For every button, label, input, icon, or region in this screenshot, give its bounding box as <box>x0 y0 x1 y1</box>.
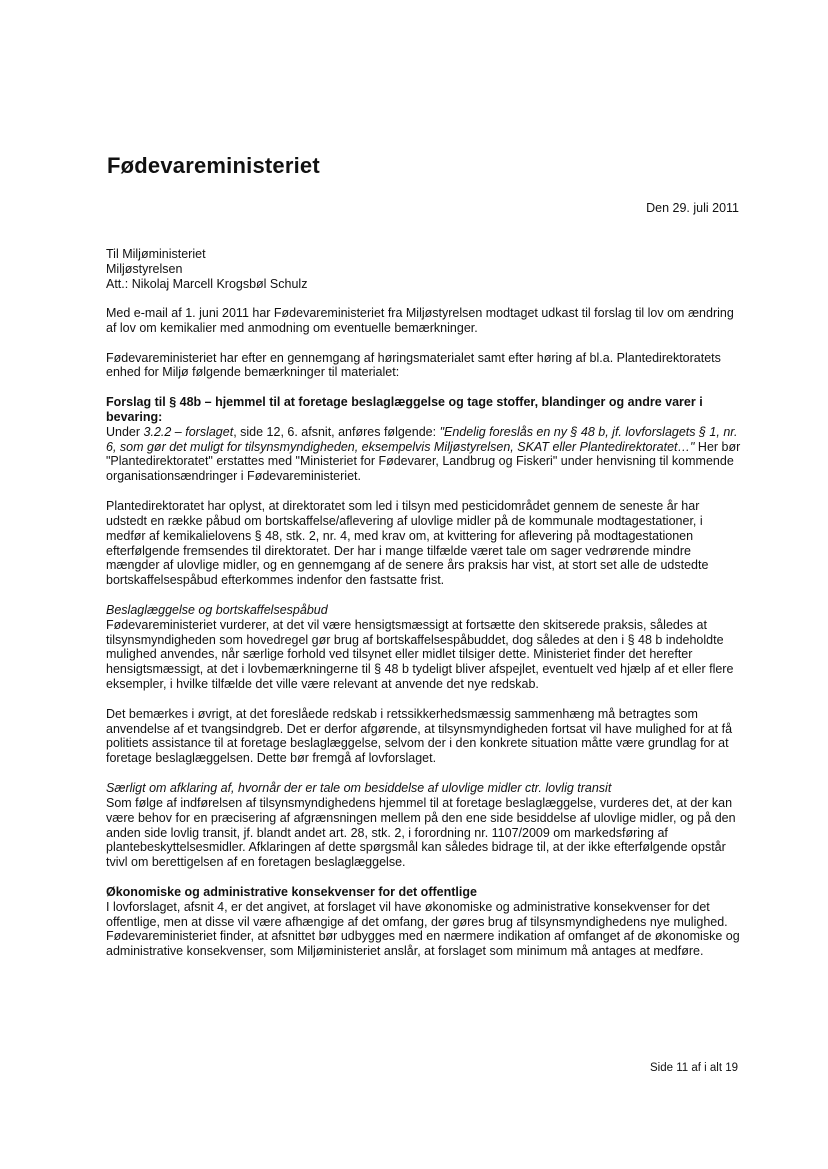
subsection-heading: Beslaglæggelse og bortskaffelsespåbud <box>106 602 328 617</box>
body-paragraph: I lovforslaget, afsnit 4, er det angivet, at forslaget vil have økonomiske og administrative konsekvenser for det offentlige, men at disse vil være afhængige af det omfang, der gøres brug af tilsynsmyndighedens nye mulighed. Fødevareministeriet finder, at afsnittet bør udbygges med en nærmere indikation af omfanget af de økonomiske og administrative konsekvenser, som Miljøministeriet anslår, at forslaget som minimum må antages at medføre. <box>106 899 740 959</box>
body-paragraph: Det bemærkes i øvrigt, at det foreslåede redskab i retssikkerhedsmæssig sammenhæng må betragtes som anvendelse af et tvangsindgreb. Det er derfor afgørende, at tilsynsmyndigheden fortsat vil have mulighed for at få politiets assistance til at foretage beslaglæggelse, selvom der i den konkrete situation måtte være grundlag for at foretage beslaglæggelsen. Dette bør fremgå af lovforslaget. <box>106 706 733 766</box>
text-run: Under <box>106 424 144 439</box>
letter-date: Den 29. juli 2011 <box>646 201 739 215</box>
text-run-italic: 3.2.2 – forslaget <box>143 424 234 439</box>
section-heading: Forslag til § 48b – hjemmel til at foretage beslaglæggelse og tage stoffer, blandinger og andre varer i bevaring: <box>106 394 703 424</box>
quoted-text: "Endelig foreslås en ny § 48 b, jf. lovforslagets § 1, nr. 6, som gør det muligt for tilsynsmyndigheden, eksempelvis Miljøstyrelsen, SKAT eller Plantedirektoratet…" <box>106 424 738 454</box>
page-number: Side 11 af i alt 19 <box>649 1062 738 1074</box>
recipient-block <box>106 247 742 292</box>
letter-body <box>106 247 742 974</box>
section-consequences <box>106 885 742 960</box>
section-paragraph <box>106 425 742 485</box>
body-paragraph: Plantedirektoratet har oplyst, at direktoratet som led i tilsyn med pesticidområdet gennem de seneste år har udstedt en række påbud om bortskaffelse/aflevering af ulovlige midler på de kommunale modtagestationer, i medfør af kemikalielovens § 48, stk. 2, nr. 4, med krav om, at kvittering for aflevering på modtagestationen efterfølgende fremsendes til direktoratet. Der har i mange tilfælde været tale om sager vedrørende mindre mængder af ulovlige midler, og en gennemgang af de senere års praksis har vist, at stort set alle de udstedte bortskaffelsespåbud efterkommes indenfor den fastsatte frist. <box>106 498 709 588</box>
subsection-transit <box>106 781 742 870</box>
body-paragraph: Som følge af indførelsen af tilsynsmyndighedens hjemmel til at foretage beslaglæggelse, vurderes det, at der kan være behov for en præcisering af afgrænsningen mellem på den ene side besiddelse af ulovlige midler, og på den anden side lovlig transit, jf. blandt andet art. 28, stk. 2, i forordning nr. 1107/2009 om markedsføring af plantebeskyttelsesmidler. Afklaringen af dette spørgsmål kan således bidrage til, at der ikke efterfølgende opstår tvivl om berettigelsen af en foretagen beslaglæggelse. <box>106 795 736 870</box>
recipient-line: Til Miljøministeriet <box>106 247 206 261</box>
section-48b <box>106 395 742 484</box>
recipient-line: Miljøstyrelsen <box>106 261 183 276</box>
text-run: Her bør "Plantedirektoratet" erstattes med "Ministeriet for Fødevarer, Landbrug og Fiskeri" under henvisning til kommende organisationsændringer i Fødevareministeriet. <box>106 439 741 484</box>
section-heading: Økonomiske og administrative konsekvenser for det offentlige <box>106 884 477 899</box>
intro-paragraph-2: Fødevareministeriet har efter en gennemgang af høringsmaterialet samt efter høring af bl.a. Plantedirektoratets enhed for Miljø følgende bemærkninger til materialet: <box>106 350 721 380</box>
subsection-heading: Særligt om afklaring af, hvornår der er tale om besiddelse af ulovlige midler ctr. lovlig transit <box>106 780 612 795</box>
ministry-title: Fødevareministeriet <box>107 153 320 178</box>
intro-paragraph: Med e-mail af 1. juni 2011 har Fødevareministeriet fra Miljøstyrelsen modtaget udkast til forslag til lov om ændring af lov om kemikalier med anmodning om eventuelle bemærkninger. <box>106 306 734 336</box>
subsection-seizure <box>106 603 742 692</box>
body-paragraph: Fødevareministeriet vurderer, at det vil være hensigtsmæssigt at fortsætte den skitserede praksis, således at tilsynsmyndigheden som hovedregel gør brug af bortskaffelsespåbuddet, dog således at den i § 48 b indeholdte mulighed anvendes, når særlige forhold ved tilsynet eller midlet tilsiger dette. Ministeriet finder det herefter hensigtsmæssigt, at det i lovbemærkningerne til § 48 b tydeligt bliver afspejlet, eventuelt ved hjælp af et eller flere eksempler, i hvilke tilfælde det ville være relevant at anvende det nye redskab. <box>106 617 734 692</box>
text-run: , side 12, 6. afsnit, anføres følgende: <box>233 424 440 439</box>
recipient-line: Att.: Nikolaj Marcell Krogsbøl Schulz <box>106 276 308 291</box>
